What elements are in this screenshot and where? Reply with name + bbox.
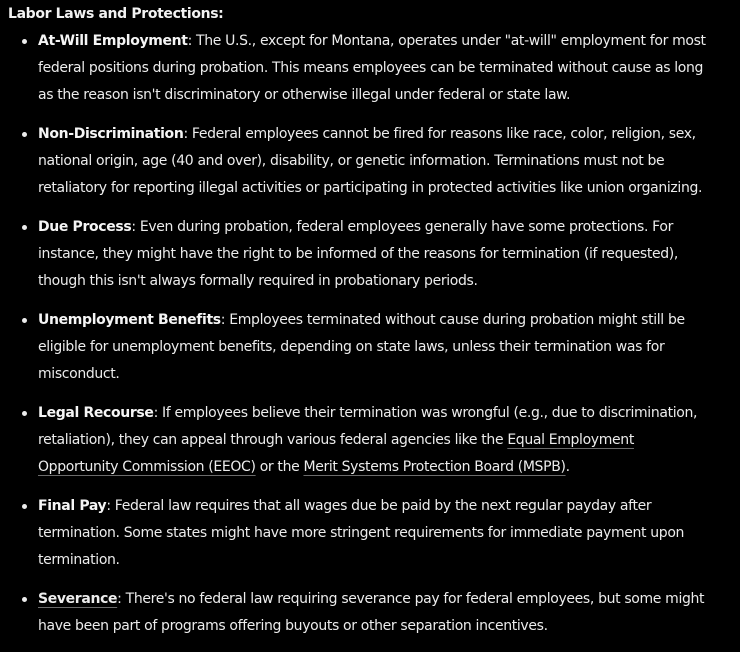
list-item-severance: [8, 586, 732, 640]
mspb-link[interactable]: Merit Systems Protection Board (MSPB): [303, 459, 566, 475]
item-term: Legal Recourse: [38, 405, 154, 421]
bullet-icon: [22, 132, 27, 137]
item-term: Non-Discrimination: [38, 126, 184, 142]
item-text: or the: [255, 459, 304, 475]
section-heading: Labor Laws and Protections:: [8, 6, 224, 22]
bullet-icon: [22, 411, 27, 416]
severance-link[interactable]: Severance: [38, 591, 118, 607]
list-item-legal-recourse: [8, 400, 732, 481]
list-item-due-process: [8, 214, 732, 295]
item-text: : There's no federal law requiring severance pay for federal employees, but some might have been part of programs offering buyouts or other separation incentives.: [38, 591, 705, 634]
list-item-unemployment-benefits: [8, 307, 732, 388]
bullet-icon: [22, 225, 27, 230]
item-text: : The U.S., except for Montana, operates under "at-will" employment for most federal positions during probation. This means employees can be terminated without cause as long as the reason isn't discriminatory or otherwise illegal under federal or state law.: [38, 33, 706, 103]
item-term: Due Process: [38, 219, 132, 235]
item-term: Final Pay: [38, 498, 107, 514]
list-item-final-pay: [8, 493, 732, 574]
item-text: : If employees believe their termination was wrongful (e.g., due to discrimination, retaliation), they can appeal through various federal agencies like the: [38, 405, 698, 448]
protections-list: [8, 28, 732, 640]
list-item-non-discrimination: [8, 121, 732, 202]
list-item-at-will-employment: [8, 28, 732, 109]
bullet-icon: [22, 504, 27, 509]
bullet-icon: [22, 597, 27, 602]
item-text: : Even during probation, federal employees generally have some protections. For instance, they might have the right to be informed of the reasons for termination (if requested), though this isn't always formally required in probationary periods.: [38, 219, 678, 289]
item-text: .: [565, 459, 570, 475]
item-text: : Federal law requires that all wages due be paid by the next regular payday after termination. Some states might have more stringent requirements for immediate payment upon termination.: [38, 498, 685, 568]
eeoc-link[interactable]: Equal Employment Opportunity Commission (EEOC): [38, 432, 634, 475]
item-text: : Federal employees cannot be fired for reasons like race, color, religion, sex, national origin, age (40 and over), disability, or genetic information. Terminations must not be retaliatory for reporting illegal activities or participating in protected activities like union organizing.: [38, 126, 703, 196]
item-text: : Employees terminated without cause during probation might still be eligible for unemployment benefits, depending on state laws, unless their termination was for misconduct.: [38, 312, 685, 382]
item-term: At-Will Employment: [38, 33, 188, 49]
bullet-icon: [22, 318, 27, 323]
item-term: Unemployment Benefits: [38, 312, 221, 328]
bullet-icon: [22, 39, 27, 44]
